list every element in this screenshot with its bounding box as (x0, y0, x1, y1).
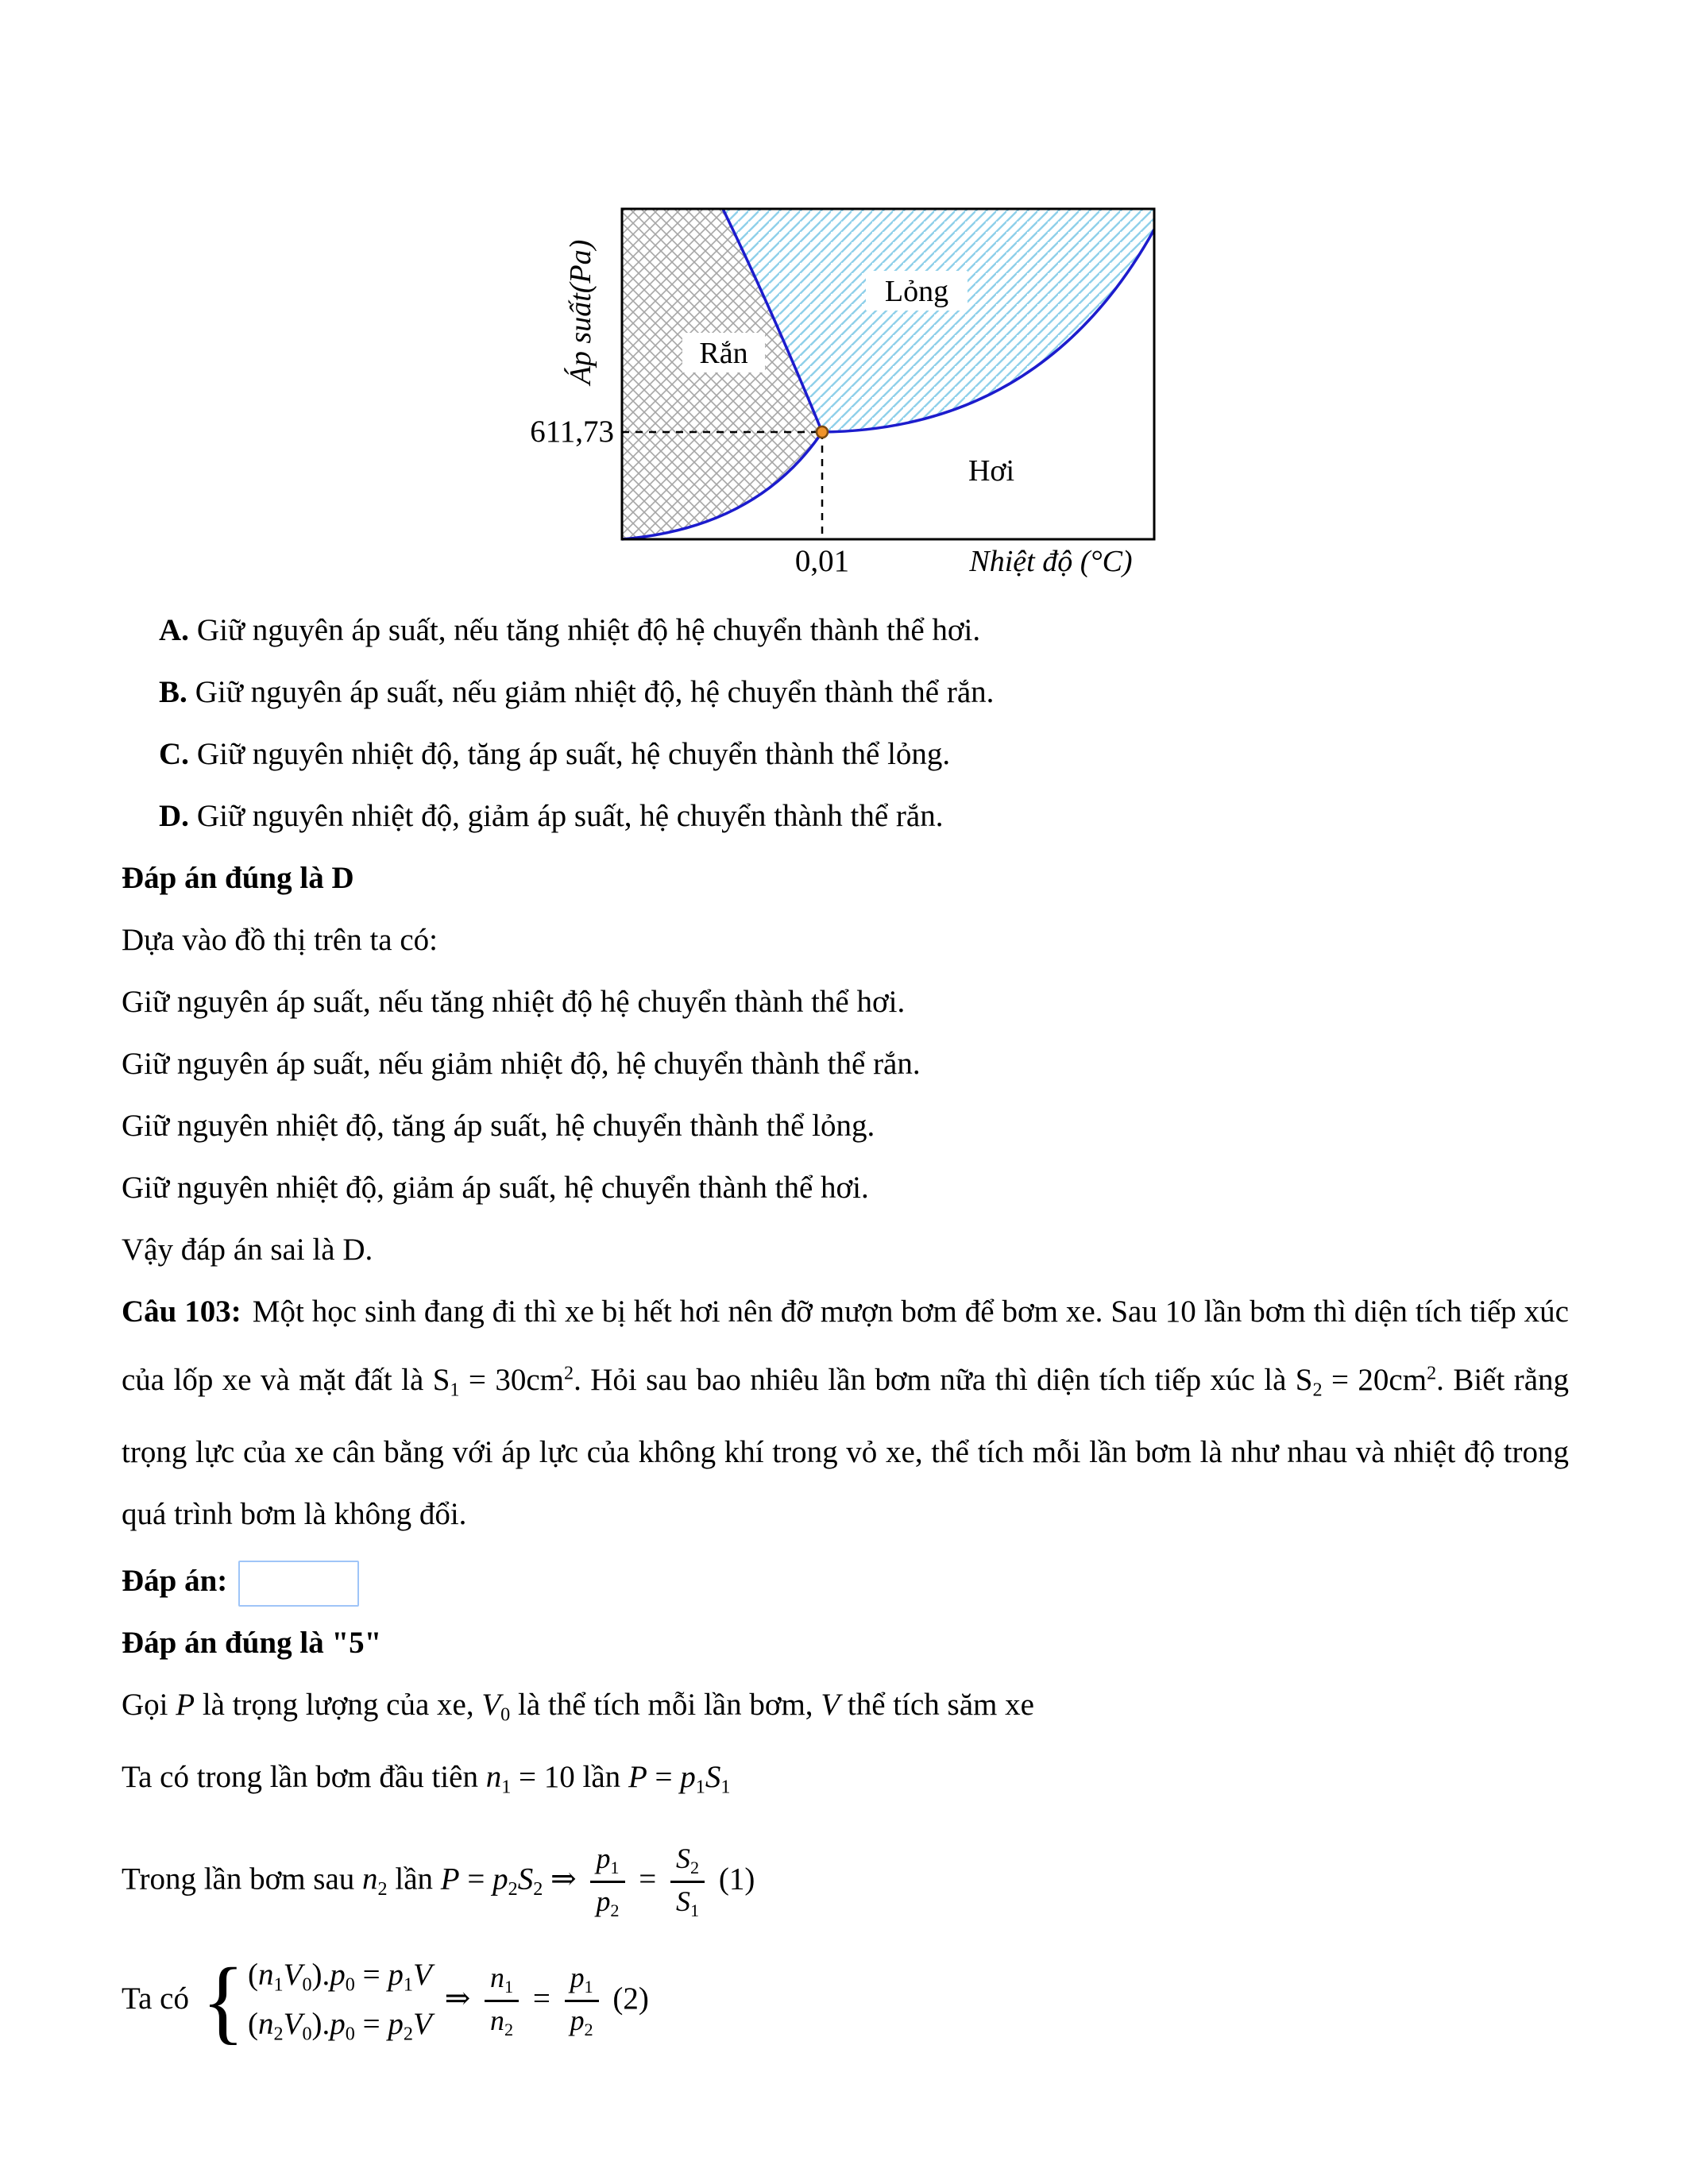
fraction: $\frac{p1}{p2}$ (565, 1962, 599, 2040)
question-103-text: Một học sinh đang đi thì xe bị hết hơi nên đỡ mượn bơm để bơm xe. Sau 10 lần bơm thì diện tích tiếp xúc của lốp xe và mặt đất là $S1 = 30cm^2$. Hỏi sau bao nhiêu lần bơm nữa thì diện tích tiếp xúc là $S2 = 20cm^2$. Biết rằng trọng lực của xe cân bằng với áp lực của không khí trong vỏ xe, thể tích mỗi lần bơm là như nhau và nhiệt độ trong quá trình bơm là không đổi. (122, 1295, 1570, 1532)
pressure-tick-label: 611,73 (530, 415, 614, 449)
solution-line: Giữ nguyên nhiệt độ, tăng áp suất, hệ chuyển thành thể lỏng. (122, 1109, 875, 1143)
fraction: $\frac{p1}{p2}$ (590, 1843, 624, 1921)
equation-system: { (n1V0).p0 = p1V (n2V0).p0 = p2V (202, 1956, 432, 2047)
solution-line: Giữ nguyên nhiệt độ, giảm áp suất, hệ chuyển thành thể hơi. (122, 1171, 869, 1205)
solution2-equation2: Ta có { (n1V0).p0 = p1V (n2V0).p0 = p2V ⇒ $\frac{n1}{n2}$ = $\frac{p1}{p2}$ (2) (122, 1956, 1569, 2047)
solid-region-label: Rắn (699, 337, 748, 370)
fraction: $\frac{S2}{S1}$ (670, 1843, 705, 1921)
question-103 (122, 1281, 1569, 1545)
option-a (159, 600, 1569, 662)
option-c-text: Giữ nguyên nhiệt độ, tăng áp suất, hệ chuyển thành thể lỏng. (196, 737, 951, 771)
option-d-label: D. (159, 799, 189, 833)
answer-label: Đáp án: (122, 1564, 228, 1599)
answer-heading-1: Đáp án đúng là D (122, 861, 354, 895)
liquid-region-label: Lỏng (884, 275, 949, 308)
option-b (159, 662, 1569, 723)
solution-line: Giữ nguyên áp suất, nếu giảm nhiệt độ, hệ chuyển thành thể rắn. (122, 1047, 921, 1081)
x-axis-label: Nhiệt độ (°C) (969, 545, 1133, 578)
x-tick-label: 0,01 (794, 544, 850, 578)
solution-line: Giữ nguyên áp suất, nếu tăng nhiệt độ hệ chuyển thành thể hơi. (122, 985, 906, 1019)
answer-input[interactable] (238, 1561, 359, 1607)
option-c-label: C. (159, 737, 189, 771)
solution2-line1: Gọi P là trọng lượng của xe, V0 là thể tích mỗi lần bơm, V thể tích săm xe (122, 1688, 1034, 1726)
option-a-text: Giữ nguyên áp suất, nếu tăng nhiệt độ hệ chuyển thành thể hơi. (196, 613, 981, 647)
y-axis-label: Áp suất(Pa) (564, 239, 597, 385)
option-a-label: A. (159, 613, 189, 647)
answer-row (122, 1550, 1569, 1612)
option-c (159, 723, 1569, 785)
option-d-text: Giữ nguyên nhiệt độ, giảm áp suất, hệ chuyển thành thể rắn. (196, 799, 944, 833)
vapor-region-label: Hơi (968, 454, 1015, 488)
solution2-equation1: Trong lần bơm sau n2 lần P = p2S2 ⇒ $\frac{p1}{p2}$ = $\frac{S2}{S1}$ (1) (122, 1842, 755, 1920)
triple-point-marker (817, 426, 828, 438)
fraction: $\frac{n1}{n2}$ (485, 1962, 519, 2040)
answer-heading-2: Đáp án đúng là "5" (122, 1626, 382, 1661)
question-103-label: Câu 103: (122, 1295, 241, 1329)
solution2-line2: Ta có trong lần bơm đầu tiên n1 = 10 lần P = p1S1 (122, 1759, 731, 1798)
solution-line: Dựa vào đồ thị trên ta có: (122, 923, 438, 957)
brace-icon (202, 1954, 245, 2048)
option-b-label: B. (159, 675, 187, 709)
phase-diagram-svg (511, 201, 1210, 584)
option-b-text: Giữ nguyên áp suất, nếu giảm nhiệt độ, hệ chuyển thành thể rắn. (195, 675, 995, 709)
options-list (122, 600, 1569, 847)
option-d (159, 785, 1569, 847)
solution-conclusion: Vậy đáp án sai là D. (122, 1233, 373, 1267)
phase-diagram (511, 201, 1569, 592)
